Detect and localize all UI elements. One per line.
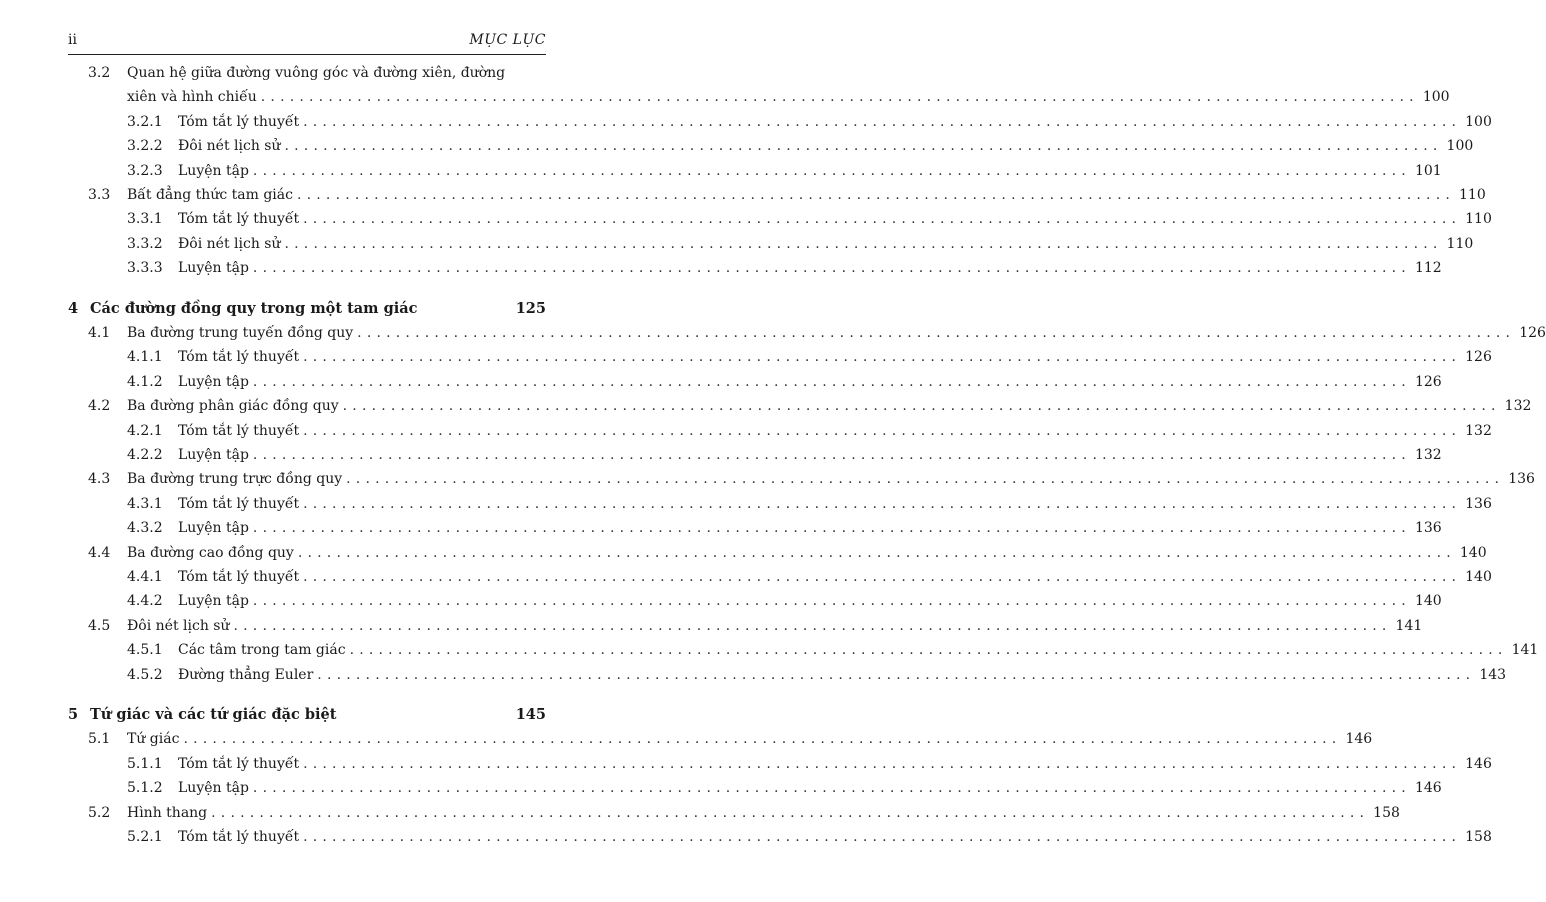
toc-entry-title: Ba đường cao đồng quy	[127, 542, 298, 564]
toc-entry-title: Đôi nét lịch sử	[178, 135, 285, 157]
toc-chapter-entry[interactable]	[68, 704, 546, 726]
toc-dot-leader: ........................................................................................................................	[317, 666, 1476, 683]
toc-entry-title: Luyện tập	[178, 590, 253, 612]
toc-entry-title: Luyện tập	[178, 160, 253, 182]
toc-section-entry[interactable]	[68, 184, 1486, 206]
toc-entry-number: 3.3.3	[127, 260, 163, 277]
toc-page-number: 158	[1369, 802, 1400, 824]
toc-entry-number: 5.1.2	[127, 780, 163, 797]
toc-entry-number: 4.5.2	[127, 666, 163, 683]
toc-dot-leader: ........................................................................................................................	[284, 235, 1443, 252]
toc-section-entry[interactable]	[68, 395, 1532, 417]
toc-entry-title: Tóm tắt lý thuyết	[178, 566, 303, 588]
toc-page-number: 100	[1461, 111, 1492, 133]
toc-entry-title: Các tâm trong tam giác	[178, 639, 350, 661]
toc-entry-number: 4.3.1	[127, 495, 163, 512]
toc-subsection-entry[interactable]	[68, 664, 1507, 686]
toc-section-entry[interactable]	[68, 468, 1535, 490]
toc-entry-title: xiên và hình chiếu	[127, 86, 261, 108]
toc-page-number: 126	[1515, 322, 1546, 344]
toc-entry-number: 4.1.2	[127, 373, 163, 390]
toc-page-number: 110	[1455, 184, 1486, 206]
toc-dot-leader: ........................................................................................................................	[252, 260, 1411, 277]
toc-entry-title: Ba đường trung tuyến đồng quy	[127, 322, 357, 344]
toc-entry-title: Luyện tập	[178, 257, 253, 279]
toc-entry-title: Tứ giác và các tứ giác đặc biệt	[90, 704, 340, 726]
toc-page-number: 132	[1461, 420, 1492, 442]
toc-subsection-entry[interactable]	[68, 493, 1492, 515]
toc-subsection-entry[interactable]	[68, 233, 1474, 255]
toc-dot-leader: ........................................................................................................................	[260, 89, 1419, 106]
toc-page-number: 100	[1419, 86, 1450, 108]
toc-dot-leader: ........................................................................................................................	[357, 325, 1516, 341]
toc-dot-leader: ........................................................................................................................	[284, 138, 1443, 155]
toc-dot-leader: ........................................................................................................................	[252, 593, 1411, 610]
toc-dot-leader: ........................................................................................................................	[211, 804, 1370, 821]
toc-entry-title: Tóm tắt lý thuyết	[178, 208, 303, 230]
toc-page-number: 140	[1411, 590, 1442, 612]
toc-entry-number: 4.4	[88, 544, 111, 561]
toc-subsection-entry[interactable]	[68, 517, 1442, 539]
toc-entry-title: Tóm tắt lý thuyết	[178, 111, 303, 133]
toc-entry-number: 5	[68, 706, 79, 723]
toc-entry-title: Ba đường trung trực đồng quy	[127, 468, 346, 490]
toc-dot-leader: ........................................................................................................................	[303, 755, 1462, 772]
toc-page-number: 146	[1461, 753, 1492, 775]
toc-dot-leader: ........................................................................................................................	[233, 617, 1392, 634]
toc-page-number: 126	[1461, 346, 1492, 368]
toc-entry-title: Luyện tập	[178, 517, 253, 539]
toc-page-number: 132	[1411, 444, 1442, 466]
toc-entry-number: 4.4.1	[127, 569, 163, 585]
toc-entry-title: Các đường đồng quy trong một tam giác	[90, 298, 421, 320]
toc-page-number: 136	[1504, 468, 1535, 490]
toc-page-number: 112	[1411, 257, 1442, 279]
toc-dot-leader: ........................................................................................................................	[296, 187, 1455, 203]
toc-page-number: 146	[1341, 728, 1372, 750]
toc-entry-number: 3.3	[88, 187, 111, 203]
toc-dot-leader: ........................................................................................................................	[252, 373, 1411, 390]
toc-subsection-entry[interactable]	[68, 777, 1442, 799]
toc-dot-leader: ........................................................................................................................	[303, 349, 1462, 366]
toc-entry-number: 4.1	[88, 325, 111, 341]
toc-page-number: 140	[1461, 566, 1492, 588]
toc-entry-title: Tứ giác	[127, 728, 183, 750]
toc-page-number: 110	[1443, 233, 1474, 255]
toc-page-number: 145	[512, 704, 546, 726]
header-rule	[68, 54, 546, 55]
toc-entry-title: Đôi nét lịch sử	[127, 615, 234, 637]
toc-page-number: 140	[1456, 542, 1487, 564]
toc-entry-number: 3.2.3	[127, 162, 163, 179]
toc-dot-leader: ........................................................................................................................	[303, 113, 1462, 130]
toc-section-entry[interactable]	[68, 62, 546, 84]
toc-entry-number: 5.1	[88, 731, 111, 748]
toc-entry-title: Tóm tắt lý thuyết	[178, 420, 303, 442]
toc-page-number: 136	[1461, 493, 1492, 515]
toc-dot-leader: ........................................................................................................................	[252, 780, 1411, 797]
toc-dot-leader: ........................................................................................................................	[303, 495, 1462, 512]
toc-page-number: 141	[1508, 639, 1539, 661]
toc-entry-title: Luyện tập	[178, 444, 253, 466]
toc-entry-number: 4.3	[88, 471, 111, 488]
toc-entry-number: 4.5.1	[127, 642, 163, 659]
toc-subsection-entry[interactable]	[68, 346, 1492, 368]
toc-dot-leader: ........................................................................................................................	[349, 642, 1508, 659]
toc-entry-number: 4.5	[88, 617, 111, 634]
toc-entry-title: Đường thẳng Euler	[178, 664, 317, 686]
toc-entry-title: Quan hệ giữa đường vuông góc và đường xiên, đường	[127, 62, 509, 84]
toc-subsection-entry[interactable]	[68, 111, 1492, 133]
toc-entry-number: 3.2	[88, 65, 111, 81]
toc-entry-title: Ba đường phân giác đồng quy	[127, 395, 343, 417]
toc-entry-number: 4.3.2	[127, 520, 163, 537]
toc-subsection-entry[interactable]	[68, 639, 1539, 661]
toc-entry-number: 4.2.2	[127, 447, 163, 463]
toc-subsection-entry[interactable]	[68, 208, 1492, 230]
toc-chapter-entry[interactable]	[68, 298, 546, 320]
toc-page-number: 143	[1475, 664, 1506, 686]
toc-entry-number: 4.2.1	[127, 422, 163, 439]
toc-dot-leader: ........................................................................................................................	[252, 447, 1411, 463]
toc-entry-number: 3.3.1	[127, 211, 163, 228]
toc-page-number: 146	[1411, 777, 1442, 799]
toc-dot-leader: ........................................................................................................................	[303, 829, 1462, 845]
toc-entry-title: Tóm tắt lý thuyết	[178, 346, 303, 368]
toc-entry-number: 3.3.2	[127, 235, 163, 252]
toc-subsection-entry[interactable]	[68, 566, 1492, 588]
toc-entry-number: 4	[68, 299, 79, 317]
toc-entry-number: 3.2.1	[127, 113, 163, 130]
toc-entry-number: 5.1.1	[127, 755, 163, 772]
toc-dot-leader: ........................................................................................................................	[342, 398, 1501, 415]
toc-entry-title: Luyện tập	[178, 371, 253, 393]
toc-entry-number: 4.2	[88, 398, 111, 415]
toc-dot-leader: ........................................................................................................................	[303, 211, 1462, 228]
toc-section-entry[interactable]	[68, 728, 1373, 750]
toc-page-number: 100	[1443, 135, 1474, 157]
toc-dot-leader: ........................................................................................................................	[183, 731, 1342, 748]
toc-entry-title: Tóm tắt lý thuyết	[178, 753, 303, 775]
toc-entry-title: Hình thang	[127, 802, 211, 824]
toc-page-number: 126	[1411, 371, 1442, 393]
toc-section-entry[interactable]	[68, 802, 1400, 824]
toc-entry-title: Bất đẳng thức tam giác	[127, 184, 297, 206]
toc-subsection-entry[interactable]	[68, 371, 1442, 393]
toc-entry-number: 4.4.2	[127, 593, 163, 610]
toc-dot-leader: ........................................................................................................................	[303, 422, 1462, 439]
toc-entry-title: Tóm tắt lý thuyết	[178, 826, 303, 848]
toc-page-number: 136	[1411, 517, 1442, 539]
toc-dot-leader: ........................................................................................................................	[297, 544, 1456, 561]
toc-subsection-entry[interactable]	[68, 420, 1492, 442]
toc-page-number: 125	[512, 298, 546, 320]
toc-page-number: 141	[1392, 615, 1423, 637]
toc-dot-leader: ........................................................................................................................	[252, 520, 1411, 537]
toc-page-number: 132	[1501, 395, 1532, 417]
toc-section-entry[interactable]	[68, 322, 1546, 344]
toc-page-number: 110	[1461, 208, 1492, 230]
toc-section-entry[interactable]	[68, 542, 1487, 564]
toc-entry-number: 3.2.2	[127, 138, 163, 155]
toc-subsection-entry[interactable]	[68, 160, 1442, 182]
toc-dot-leader: ........................................................................................................................	[303, 569, 1462, 585]
toc-subsection-entry[interactable]	[68, 753, 1492, 775]
toc-subsection-entry[interactable]	[68, 257, 1442, 279]
toc-subsection-entry[interactable]	[68, 590, 1442, 612]
toc-page-number: 158	[1461, 826, 1492, 848]
toc-dot-leader: ........................................................................................................................	[346, 471, 1505, 488]
page-header	[68, 30, 546, 52]
page-number: ii	[68, 32, 77, 48]
toc-subsection-entry[interactable]	[68, 444, 1442, 466]
toc-entry-number: 4.1.1	[127, 349, 163, 366]
toc-subsection-entry[interactable]	[68, 826, 1492, 848]
toc-page-number: 101	[1411, 160, 1442, 182]
toc-dot-leader: ........................................................................................................................	[252, 162, 1411, 179]
running-title: MỤC LỤC	[469, 32, 546, 48]
toc-section-entry[interactable]	[68, 86, 1450, 108]
toc-entry-title: Tóm tắt lý thuyết	[178, 493, 303, 515]
toc-entry-title: Luyện tập	[178, 777, 253, 799]
toc-entry-number: 5.2.1	[127, 829, 163, 845]
toc-entry-title: Đôi nét lịch sử	[178, 233, 285, 255]
toc-section-entry[interactable]	[68, 615, 1423, 637]
toc-entry-number: 5.2	[88, 804, 111, 821]
toc-subsection-entry[interactable]	[68, 135, 1474, 157]
